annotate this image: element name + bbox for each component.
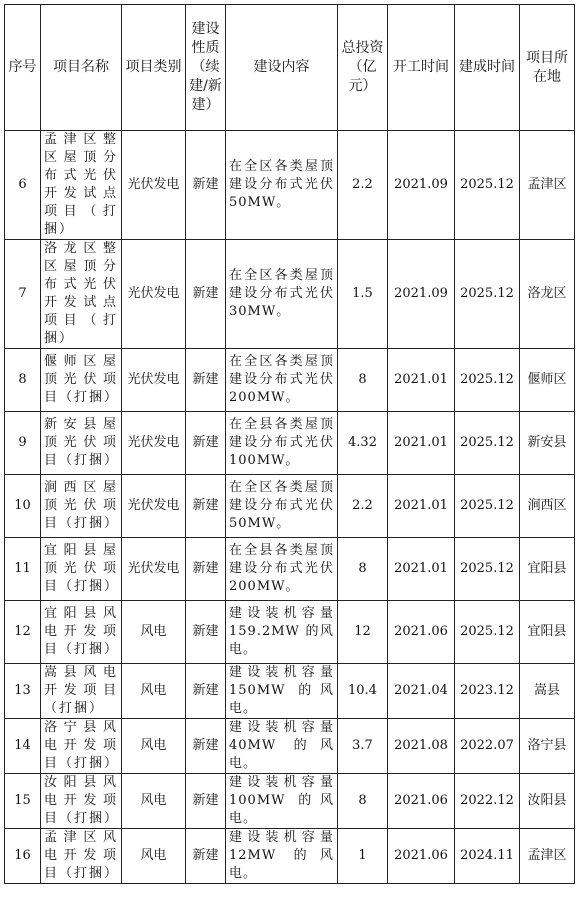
cell-start: 2021.04 <box>388 664 455 719</box>
cell-name: 汝阳县风电开发项目（打捆） <box>41 774 122 829</box>
cell-investment: 10.4 <box>338 664 388 719</box>
cell-seq: 12 <box>5 601 41 664</box>
cell-name: 宜阳县屋顶光伏项目（打捆） <box>41 538 122 601</box>
cell-seq: 10 <box>5 475 41 538</box>
cell-category: 风电 <box>122 774 186 829</box>
cell-location: 宜阳县 <box>520 601 575 664</box>
header-category: 项目类别 <box>122 5 186 131</box>
cell-category: 风电 <box>122 664 186 719</box>
cell-category: 光伏发电 <box>122 131 186 240</box>
table-row <box>5 774 575 829</box>
cell-nature: 新建 <box>186 538 226 601</box>
cell-start: 2021.06 <box>388 601 455 664</box>
cell-nature: 新建 <box>186 664 226 719</box>
cell-nature: 新建 <box>186 719 226 774</box>
cell-finish: 2024.11 <box>455 829 520 884</box>
cell-investment: 12 <box>338 601 388 664</box>
cell-seq: 16 <box>5 829 41 884</box>
cell-category: 光伏发电 <box>122 240 186 349</box>
cell-finish: 2022.07 <box>455 719 520 774</box>
cell-investment: 8 <box>338 349 388 412</box>
header-location: 项目所在地 <box>520 5 575 131</box>
cell-seq: 7 <box>5 240 41 349</box>
cell-name: 涧西区屋顶光伏项目（打捆） <box>41 475 122 538</box>
table-row <box>5 664 575 719</box>
cell-location: 新安县 <box>520 412 575 475</box>
cell-category: 风电 <box>122 829 186 884</box>
table-row <box>5 240 575 349</box>
cell-category: 光伏发电 <box>122 538 186 601</box>
cell-category: 风电 <box>122 719 186 774</box>
cell-seq: 15 <box>5 774 41 829</box>
cell-content: 在全区各类屋顶建设分布式光伏 50MW。 <box>226 131 338 240</box>
cell-start: 2021.09 <box>388 131 455 240</box>
cell-nature: 新建 <box>186 349 226 412</box>
cell-start: 2021.06 <box>388 774 455 829</box>
cell-content: 建设装机容量 40MW 的风电。 <box>226 719 338 774</box>
cell-seq: 9 <box>5 412 41 475</box>
cell-location: 宜阳县 <box>520 538 575 601</box>
header-seq: 序号 <box>5 5 41 131</box>
cell-content: 在全区各类屋顶建设分布式光伏 30MW。 <box>226 240 338 349</box>
header-content: 建设内容 <box>226 5 338 131</box>
cell-investment: 3.7 <box>338 719 388 774</box>
cell-content: 在全县各类屋顶建设分布式光伏 200MW。 <box>226 538 338 601</box>
cell-name: 孟津区整区屋顶分布式光伏开发试点项目（打捆） <box>41 131 122 240</box>
table-row <box>5 475 575 538</box>
cell-location: 汝阳县 <box>520 774 575 829</box>
cell-start: 2021.01 <box>388 412 455 475</box>
cell-finish: 2025.12 <box>455 412 520 475</box>
cell-name: 嵩县风电开发项目（打捆） <box>41 664 122 719</box>
cell-content: 建设装机容量 159.2MW 的风电。 <box>226 601 338 664</box>
table-row <box>5 601 575 664</box>
project-table <box>4 4 575 884</box>
cell-start: 2021.01 <box>388 349 455 412</box>
header-row <box>5 5 575 131</box>
cell-category: 光伏发电 <box>122 349 186 412</box>
cell-content: 建设装机容量 12MW 的风电。 <box>226 829 338 884</box>
header-name: 项目名称 <box>41 5 122 131</box>
cell-investment: 8 <box>338 538 388 601</box>
table-body <box>5 131 575 884</box>
cell-name: 新安县屋顶光伏项目（打捆） <box>41 412 122 475</box>
table-row <box>5 412 575 475</box>
cell-investment: 2.2 <box>338 131 388 240</box>
cell-content: 在全区各类屋顶建设分布式光伏 50MW。 <box>226 475 338 538</box>
cell-nature: 新建 <box>186 475 226 538</box>
cell-finish: 2025.12 <box>455 601 520 664</box>
cell-name: 孟津区风电开发项目（打捆） <box>41 829 122 884</box>
cell-start: 2021.08 <box>388 719 455 774</box>
cell-finish: 2023.12 <box>455 664 520 719</box>
header-investment: 总投资（亿元） <box>338 5 388 131</box>
cell-seq: 13 <box>5 664 41 719</box>
cell-nature: 新建 <box>186 240 226 349</box>
cell-content: 在全区各类屋顶建设分布式光伏 200MW。 <box>226 349 338 412</box>
cell-name: 洛龙区整区屋顶分布式光伏开发试点项目（打捆） <box>41 240 122 349</box>
cell-investment: 1 <box>338 829 388 884</box>
cell-start: 2021.01 <box>388 538 455 601</box>
cell-finish: 2025.12 <box>455 349 520 412</box>
cell-category: 光伏发电 <box>122 475 186 538</box>
cell-investment: 4.32 <box>338 412 388 475</box>
cell-nature: 新建 <box>186 774 226 829</box>
cell-nature: 新建 <box>186 131 226 240</box>
table-row <box>5 538 575 601</box>
cell-finish: 2025.12 <box>455 240 520 349</box>
cell-finish: 2025.12 <box>455 538 520 601</box>
cell-category: 光伏发电 <box>122 412 186 475</box>
cell-finish: 2022.12 <box>455 774 520 829</box>
cell-location: 孟津区 <box>520 829 575 884</box>
cell-name: 宜阳县风电开发项目（打捆） <box>41 601 122 664</box>
cell-seq: 11 <box>5 538 41 601</box>
cell-location: 洛宁县 <box>520 719 575 774</box>
cell-location: 嵩县 <box>520 664 575 719</box>
cell-investment: 8 <box>338 774 388 829</box>
cell-nature: 新建 <box>186 601 226 664</box>
table-row <box>5 829 575 884</box>
cell-finish: 2025.12 <box>455 475 520 538</box>
cell-content: 在全县各类屋顶建设分布式光伏 100MW。 <box>226 412 338 475</box>
table-row <box>5 131 575 240</box>
cell-location: 孟津区 <box>520 131 575 240</box>
cell-content: 建设装机容量 100MW 的风电。 <box>226 774 338 829</box>
cell-category: 风电 <box>122 601 186 664</box>
cell-investment: 1.5 <box>338 240 388 349</box>
table-row <box>5 349 575 412</box>
cell-location: 涧西区 <box>520 475 575 538</box>
cell-seq: 6 <box>5 131 41 240</box>
table-row <box>5 719 575 774</box>
cell-nature: 新建 <box>186 412 226 475</box>
cell-content: 建设装机容量 150MW 的风电。 <box>226 664 338 719</box>
cell-finish: 2025.12 <box>455 131 520 240</box>
cell-location: 偃师区 <box>520 349 575 412</box>
cell-start: 2021.09 <box>388 240 455 349</box>
cell-seq: 14 <box>5 719 41 774</box>
cell-investment: 2.2 <box>338 475 388 538</box>
cell-name: 洛宁县风电开发项目（打捆） <box>41 719 122 774</box>
cell-seq: 8 <box>5 349 41 412</box>
cell-start: 2021.01 <box>388 475 455 538</box>
header-nature: 建设性质（续建/新建） <box>186 5 226 131</box>
cell-start: 2021.06 <box>388 829 455 884</box>
cell-name: 偃师区屋顶光伏项目（打捆） <box>41 349 122 412</box>
header-finish: 建成时间 <box>455 5 520 131</box>
cell-nature: 新建 <box>186 829 226 884</box>
cell-location: 洛龙区 <box>520 240 575 349</box>
header-start: 开工时间 <box>388 5 455 131</box>
